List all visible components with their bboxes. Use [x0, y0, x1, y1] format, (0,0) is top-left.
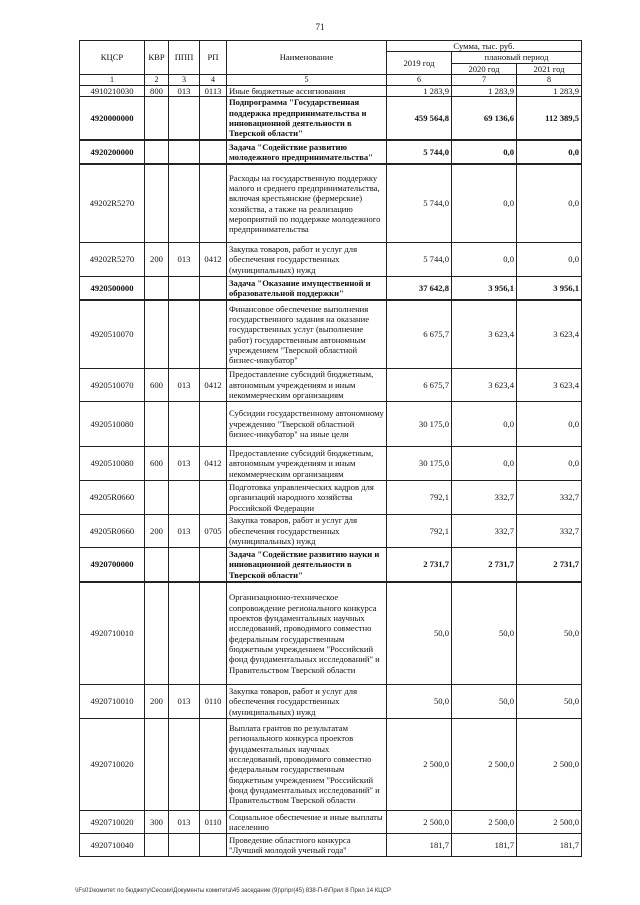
cell-2019: 37 642,8 — [387, 276, 452, 300]
cell-kvr: 300 — [145, 810, 169, 833]
cell-2021: 3 623,4 — [517, 368, 582, 401]
cell-2020: 332,7 — [452, 480, 517, 514]
table-row — [80, 85, 582, 96]
table-row — [80, 96, 582, 140]
column-number: 2 — [145, 74, 169, 85]
cell-name: Иные бюджетные ассигнования — [227, 85, 387, 96]
cell-2020: 3 623,4 — [452, 300, 517, 368]
cell-2021: 2 500,0 — [517, 718, 582, 810]
cell-kvr — [145, 480, 169, 514]
cell-name: Организационно-техническое сопровождение регионального конкурса проектов фундаментальных научных исследований, проводимого совместно федеральным государственным бюджетным учреждением "Российский фонд фундаментальных исследований" и Правительством Тверской области — [227, 582, 387, 684]
cell-ppp — [169, 140, 200, 164]
cell-2019: 50,0 — [387, 582, 452, 684]
table-row — [80, 718, 582, 810]
header-rp: РП — [200, 41, 227, 75]
cell-2021: 0,0 — [517, 164, 582, 242]
cell-rp — [200, 833, 227, 856]
cell-rp — [200, 547, 227, 582]
table-row — [80, 401, 582, 446]
cell-2021: 0,0 — [517, 242, 582, 276]
cell-ppp — [169, 833, 200, 856]
cell-name: Предоставление субсидий бюджетным, автономным учреждениям и иным некоммерческим организациям — [227, 368, 387, 401]
column-number: 1 — [80, 74, 145, 85]
file-path-footer: \\Fs01\комитет по бюджету\Сессии\Документы комитета\45 заседание (9)\pr\pr(45) 838-П-6\Прил 8 Прил 14 КЦСР — [75, 888, 392, 894]
cell-kcsr: 4920710010 — [80, 582, 145, 684]
cell-rp — [200, 140, 227, 164]
cell-2021: 2 731,7 — [517, 547, 582, 582]
column-number-row — [80, 74, 582, 85]
cell-2021: 112 389,5 — [517, 96, 582, 140]
cell-2021: 2 500,0 — [517, 810, 582, 833]
cell-kcsr: 49205R0660 — [80, 514, 145, 547]
cell-2020: 50,0 — [452, 684, 517, 718]
cell-kvr — [145, 300, 169, 368]
cell-2019: 30 175,0 — [387, 401, 452, 446]
cell-kvr — [145, 582, 169, 684]
header-sum: Сумма, тыс. руб. — [387, 41, 582, 52]
cell-2020: 0,0 — [452, 446, 517, 480]
header-year-2020: 2020 год — [452, 63, 517, 74]
column-number: 4 — [200, 74, 227, 85]
cell-2020: 2 500,0 — [452, 718, 517, 810]
cell-ppp — [169, 164, 200, 242]
cell-rp: 0110 — [200, 810, 227, 833]
cell-rp — [200, 718, 227, 810]
cell-kvr: 800 — [145, 85, 169, 96]
cell-ppp — [169, 547, 200, 582]
cell-kcsr: 49202R5270 — [80, 164, 145, 242]
cell-name: Расходы на государственную поддержку малого и среднего предпринимательства, включая крестьянские (фермерские) хозяйства, а также на реализацию мероприятий по поддержке молодежного предпринимательства — [227, 164, 387, 242]
cell-ppp — [169, 96, 200, 140]
cell-2020: 1 283,9 — [452, 85, 517, 96]
cell-kvr — [145, 547, 169, 582]
cell-ppp — [169, 300, 200, 368]
cell-2021: 1 283,9 — [517, 85, 582, 96]
cell-ppp: 013 — [169, 85, 200, 96]
table-row — [80, 582, 582, 684]
cell-name: Задача "Оказание имущественной и образовательной поддержки" — [227, 276, 387, 300]
header-kvr: КВР — [145, 41, 169, 75]
cell-2020: 181,7 — [452, 833, 517, 856]
cell-kvr — [145, 140, 169, 164]
table-row — [80, 446, 582, 480]
cell-rp: 0705 — [200, 514, 227, 547]
cell-name: Предоставление субсидий бюджетным, автономным учреждениям и иным некоммерческим организациям — [227, 446, 387, 480]
cell-2019: 6 675,7 — [387, 368, 452, 401]
cell-kvr: 200 — [145, 514, 169, 547]
cell-kcsr: 4920700000 — [80, 547, 145, 582]
table-row — [80, 684, 582, 718]
cell-2020: 0,0 — [452, 242, 517, 276]
cell-kvr: 600 — [145, 368, 169, 401]
cell-kvr — [145, 164, 169, 242]
cell-2019: 5 744,0 — [387, 140, 452, 164]
cell-2019: 2 500,0 — [387, 810, 452, 833]
cell-rp — [200, 300, 227, 368]
cell-ppp: 013 — [169, 514, 200, 547]
cell-kcsr: 4920500000 — [80, 276, 145, 300]
cell-2020: 3 623,4 — [452, 368, 517, 401]
cell-name: Подпрограмма "Государственная поддержка предпринимательства и инновационной деятельности в Тверской области" — [227, 96, 387, 140]
cell-rp: 0412 — [200, 368, 227, 401]
table-body — [80, 85, 582, 856]
cell-2020: 0,0 — [452, 164, 517, 242]
cell-kvr: 200 — [145, 684, 169, 718]
header-ppp: ППП — [169, 41, 200, 75]
cell-2019: 2 731,7 — [387, 547, 452, 582]
cell-ppp: 013 — [169, 368, 200, 401]
table-row — [80, 514, 582, 547]
budget-table — [79, 40, 582, 857]
cell-2021: 332,7 — [517, 480, 582, 514]
header-year-2019: 2019 год — [387, 52, 452, 75]
cell-rp: 0113 — [200, 85, 227, 96]
cell-2020: 2 731,7 — [452, 547, 517, 582]
header-planned-period: плановый период — [452, 52, 582, 63]
cell-2020: 2 500,0 — [452, 810, 517, 833]
table-row — [80, 547, 582, 582]
cell-rp — [200, 276, 227, 300]
cell-ppp — [169, 276, 200, 300]
column-number: 5 — [227, 74, 387, 85]
cell-2019: 2 500,0 — [387, 718, 452, 810]
cell-2021: 0,0 — [517, 401, 582, 446]
cell-name: Социальное обеспечение и иные выплаты населению — [227, 810, 387, 833]
table-row — [80, 140, 582, 164]
cell-kcsr: 4920510080 — [80, 446, 145, 480]
cell-2021: 3 623,4 — [517, 300, 582, 368]
cell-kvr: 200 — [145, 242, 169, 276]
cell-name: Закупка товаров, работ и услуг для обеспечения государственных (муниципальных) нужд — [227, 242, 387, 276]
cell-ppp — [169, 401, 200, 446]
cell-kcsr: 49202R5270 — [80, 242, 145, 276]
cell-2021: 181,7 — [517, 833, 582, 856]
table-row — [80, 480, 582, 514]
cell-2020: 0,0 — [452, 140, 517, 164]
cell-kcsr: 4920710040 — [80, 833, 145, 856]
cell-2020: 332,7 — [452, 514, 517, 547]
cell-2019: 5 744,0 — [387, 164, 452, 242]
cell-kvr — [145, 718, 169, 810]
cell-kcsr: 4920710020 — [80, 810, 145, 833]
table-header — [80, 41, 582, 86]
cell-name: Закупка товаров, работ и услуг для обеспечения государственных (муниципальных) нужд — [227, 684, 387, 718]
cell-rp — [200, 582, 227, 684]
cell-2019: 792,1 — [387, 514, 452, 547]
cell-kcsr: 4910210030 — [80, 85, 145, 96]
cell-rp — [200, 401, 227, 446]
cell-ppp: 013 — [169, 446, 200, 480]
column-number: 6 — [387, 74, 452, 85]
cell-2021: 0,0 — [517, 446, 582, 480]
cell-2021: 50,0 — [517, 684, 582, 718]
table-row — [80, 242, 582, 276]
cell-rp — [200, 164, 227, 242]
cell-kcsr: 4920710010 — [80, 684, 145, 718]
header-kcsr: КЦСР — [80, 41, 145, 75]
cell-ppp: 013 — [169, 810, 200, 833]
cell-kcsr: 4920000000 — [80, 96, 145, 140]
table-row — [80, 300, 582, 368]
cell-2019: 1 283,9 — [387, 85, 452, 96]
cell-2019: 459 564,8 — [387, 96, 452, 140]
cell-name: Подготовка управленческих кадров для организаций народного хозяйства Российской Федерации — [227, 480, 387, 514]
cell-rp: 0412 — [200, 242, 227, 276]
cell-kvr — [145, 833, 169, 856]
cell-2019: 792,1 — [387, 480, 452, 514]
table-row — [80, 833, 582, 856]
cell-kcsr: 4920510070 — [80, 300, 145, 368]
cell-kvr — [145, 401, 169, 446]
cell-ppp — [169, 480, 200, 514]
cell-kvr: 600 — [145, 446, 169, 480]
header-name: Наименование — [227, 41, 387, 75]
cell-2021: 3 956,1 — [517, 276, 582, 300]
cell-name: Проведение областного конкурса "Лучший молодой ученый года" — [227, 833, 387, 856]
header-year-2021: 2021 год — [517, 63, 582, 74]
cell-ppp: 013 — [169, 684, 200, 718]
cell-kvr — [145, 276, 169, 300]
cell-name: Выплата грантов по результатам регионального конкурса проектов фундаментальных научных исследований, проводимого совместно федеральным государственным бюджетным учреждением "Российский фонд фундаментальных исследований" и Правительством Тверской области — [227, 718, 387, 810]
cell-2019: 30 175,0 — [387, 446, 452, 480]
cell-2021: 50,0 — [517, 582, 582, 684]
cell-2021: 332,7 — [517, 514, 582, 547]
cell-2019: 5 744,0 — [387, 242, 452, 276]
column-number: 3 — [169, 74, 200, 85]
table-row — [80, 368, 582, 401]
cell-name: Субсидии государственному автономному учреждению "Тверской областной бизнес-инкубатор" на иные цели — [227, 401, 387, 446]
page-number: 71 — [315, 22, 325, 32]
cell-kcsr: 4920200000 — [80, 140, 145, 164]
cell-rp: 0110 — [200, 684, 227, 718]
cell-ppp — [169, 718, 200, 810]
cell-kcsr: 4920510070 — [80, 368, 145, 401]
cell-rp — [200, 480, 227, 514]
column-number: 7 — [452, 74, 517, 85]
table-row — [80, 276, 582, 300]
cell-ppp — [169, 582, 200, 684]
cell-2020: 3 956,1 — [452, 276, 517, 300]
cell-2019: 6 675,7 — [387, 300, 452, 368]
cell-name: Закупка товаров, работ и услуг для обеспечения государственных (муниципальных) нужд — [227, 514, 387, 547]
cell-2021: 0,0 — [517, 140, 582, 164]
cell-2019: 181,7 — [387, 833, 452, 856]
cell-ppp: 013 — [169, 242, 200, 276]
cell-kcsr: 4920510080 — [80, 401, 145, 446]
table-row — [80, 164, 582, 242]
cell-rp: 0412 — [200, 446, 227, 480]
cell-name: Задача "Содействие развитию науки и инновационной деятельности в Тверской области" — [227, 547, 387, 582]
cell-name: Задача "Содействие развитию молодежного предпринимательства" — [227, 140, 387, 164]
cell-rp — [200, 96, 227, 140]
cell-kcsr: 49205R0660 — [80, 480, 145, 514]
table-row — [80, 810, 582, 833]
cell-kvr — [145, 96, 169, 140]
cell-2020: 50,0 — [452, 582, 517, 684]
cell-2020: 0,0 — [452, 401, 517, 446]
cell-2019: 50,0 — [387, 684, 452, 718]
cell-kcsr: 4920710020 — [80, 718, 145, 810]
column-number: 8 — [517, 74, 582, 85]
cell-2020: 69 136,6 — [452, 96, 517, 140]
cell-name: Финансовое обеспечение выполнения государственного задания на оказание государственных услуг (выполнение работ) государственным автономным учреждением "Тверской областной бизнес-инкубатор" — [227, 300, 387, 368]
